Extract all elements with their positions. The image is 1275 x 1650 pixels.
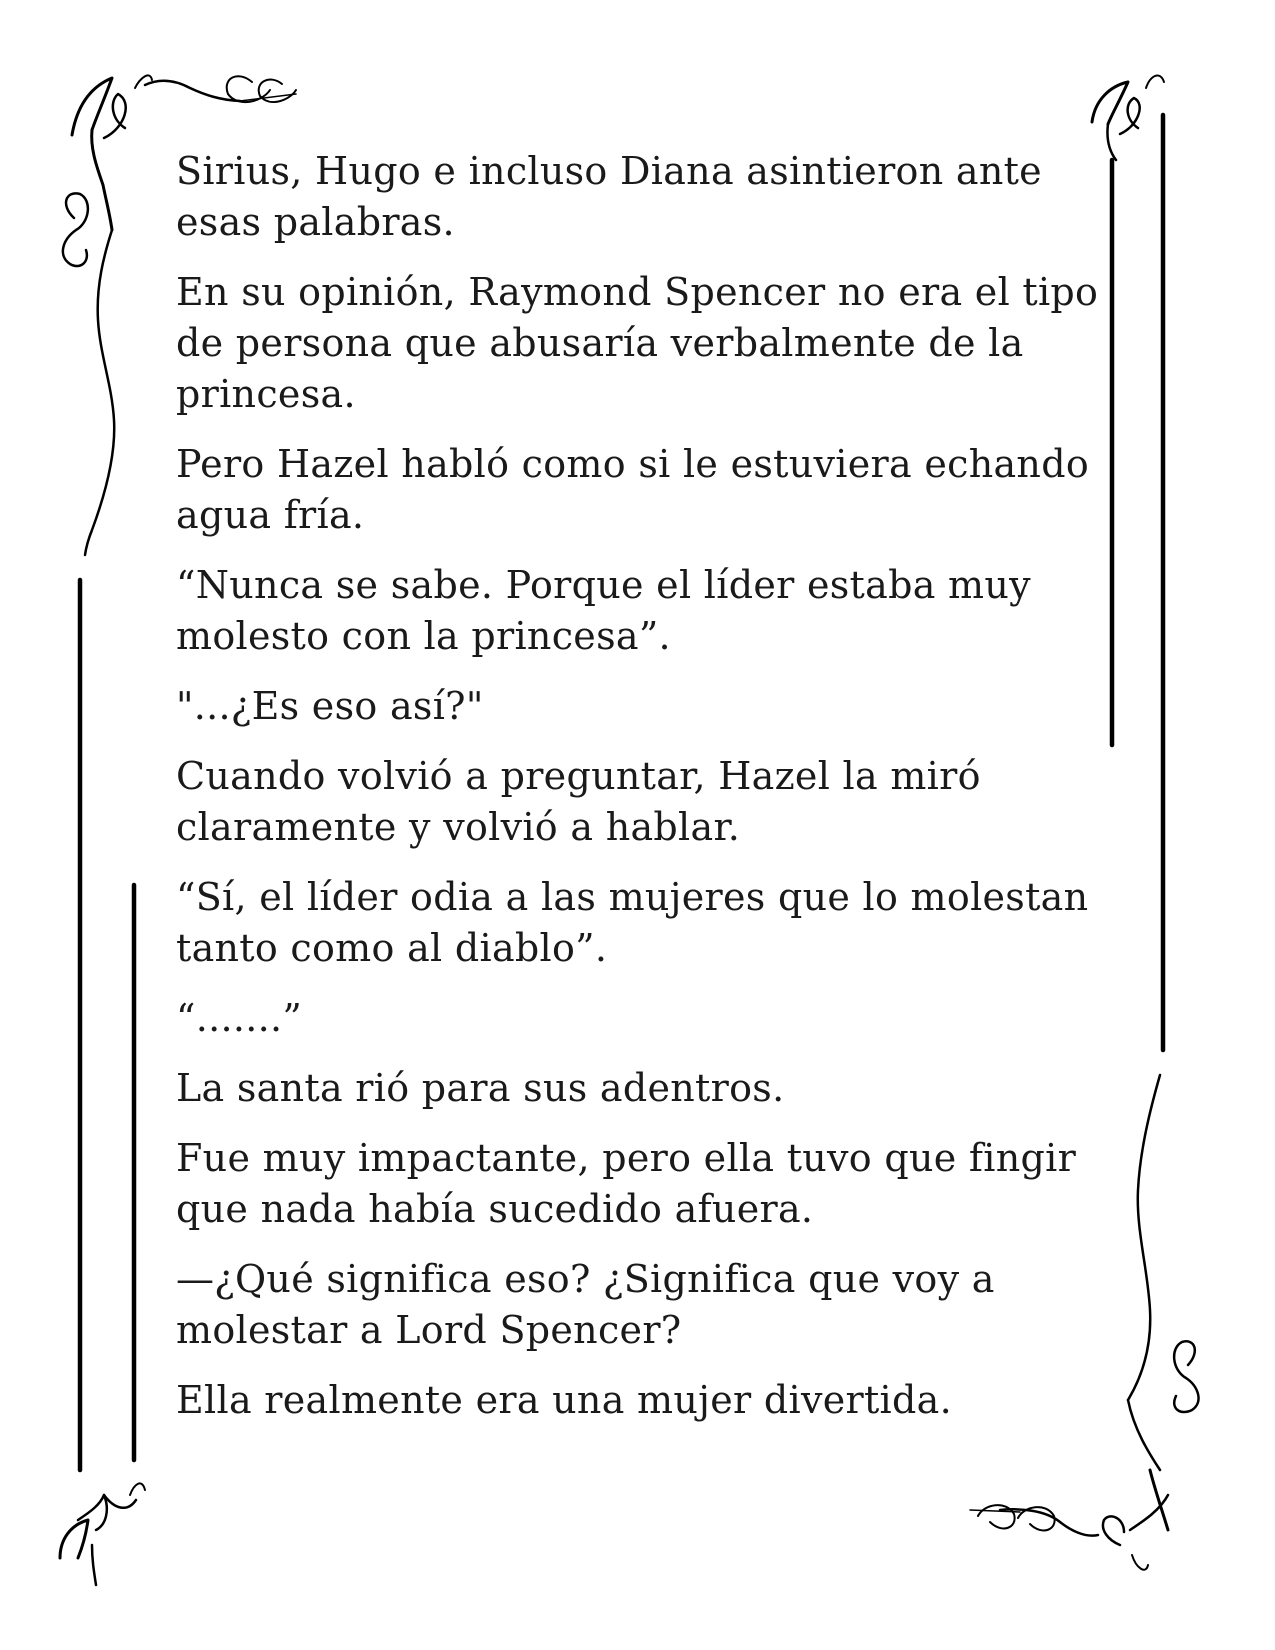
paragraph: “Sí, el líder odia a las mujeres que lo molestan tanto como al diablo”. <box>176 875 1089 970</box>
paragraph: En su opinión, Raymond Spencer no era el tipo de persona que abusaría verbalmente de la princesa. <box>176 270 1099 416</box>
paragraph: La santa rió para sus adentros. <box>176 1066 785 1110</box>
corner-flourish-bottom-left-icon <box>60 1483 145 1585</box>
paragraph: Pero Hazel habló como si le estuviera echando agua fría. <box>176 442 1089 537</box>
paragraph: “.......” <box>176 996 303 1040</box>
paragraph: “Nunca se sabe. Porque el líder estaba muy molesto con la princesa”. <box>176 563 1031 658</box>
paragraph: Cuando volvió a preguntar, Hazel la miró claramente y volvió a hablar. <box>176 754 981 849</box>
paragraph: Fue muy impactante, pero ella tuvo que fingir que nada había sucedido afuera. <box>176 1136 1077 1231</box>
paragraph: "...¿Es eso así?" <box>176 684 484 728</box>
text-body <box>176 146 1106 1445</box>
paragraph: —¿Qué significa eso? ¿Significa que voy a molestar a Lord Spencer? <box>176 1257 995 1352</box>
paragraph: Sirius, Hugo e incluso Diana asintieron ante esas palabras. <box>176 149 1042 244</box>
paragraph: Ella realmente era una mujer divertida. <box>176 1378 952 1422</box>
